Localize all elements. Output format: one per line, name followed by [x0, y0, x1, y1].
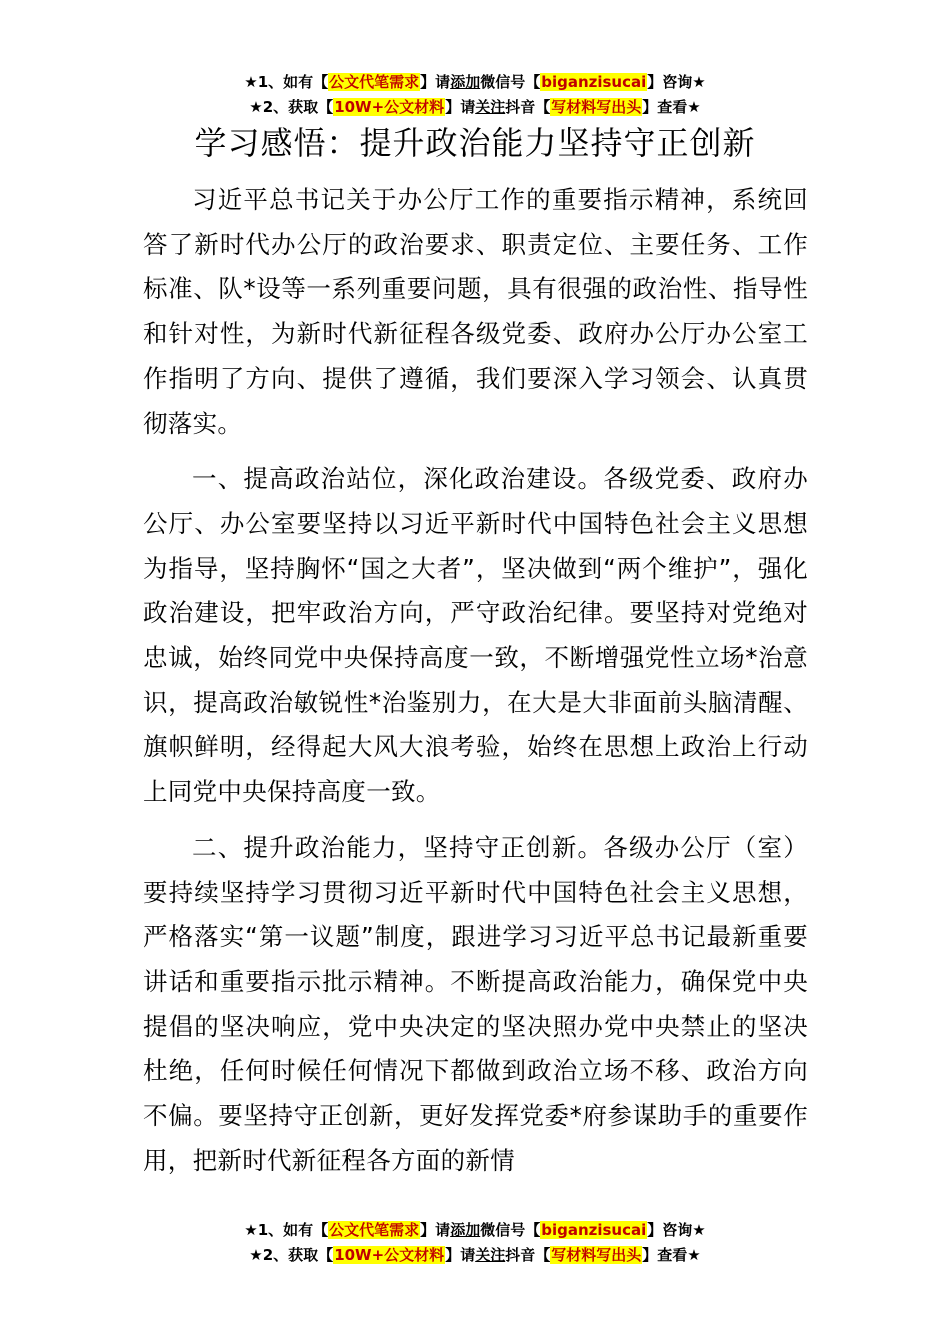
banner-line-1: ★1、如有【公文代笔需求】请添加微信号【biganzisucai】咨询★ [244, 73, 706, 91]
footer-banner [0, 1218, 950, 1268]
banner-highlight: 10W+公文材料 [334, 98, 445, 116]
banner-highlight: 公文代笔需求 [329, 1221, 420, 1239]
banner-douyin-id: 写材料写出头 [551, 1246, 642, 1264]
banner-line-2: ★2、获取【10W+公文材料】请关注抖音【写材料写出头】查看★ [249, 98, 701, 116]
banner-highlight: 公文代笔需求 [329, 73, 420, 91]
paragraph-section-1: 一、提高政治站位，深化政治建设。各级党委、政府办公厅、办公室要坚持以习近平新时代中国特色社会主义思想为指导，坚持胸怀“国之大者”，坚决做到“两个维护”，强化政治建设，把牢政治方向，严守政治纪律。要坚持对党绝对忠诚，始终同党中央保持高度一致，不断增强党性立场*治意识，提高政治敏锐性*治鉴别力，在大是大非面前头脑清醒、旗帜鲜明，经得起大风大浪考验，始终在思想上政治上行动上同党中央保持高度一致。 [143, 464, 808, 807]
banner-highlight: 10W+公文材料 [334, 1246, 445, 1264]
paragraph-section-2: 二、提升政治能力，坚持守正创新。各级办公厅（室）要持续坚持学习贯彻习近平新时代中国特色社会主义思想，严格落实“第一议题”制度，跟进学习习近平总书记最新重要讲话和重要指示批示精神。不断提高政治能力，确保党中央提倡的坚决响应，党中央决定的坚决照办党中央禁止的坚决杜绝，任何时候任何情况下都做到政治立场不移、政治方向不偏。要坚持守正创新，更好发挥党委*府参谋助手的重要作用，把新时代新征程各方面的新情 [143, 832, 808, 1175]
banner-douyin-id: 写材料写出头 [551, 98, 642, 116]
banner-line-2: ★2、获取【10W+公文材料】请关注抖音【写材料写出头】查看★ [249, 1246, 701, 1264]
banner-line-1: ★1、如有【公文代笔需求】请添加微信号【biganzisucai】咨询★ [244, 1221, 706, 1239]
document-body [143, 178, 808, 1194]
banner-wechat-id: biganzisucai [541, 73, 647, 91]
header-banner [0, 70, 950, 120]
paragraph-intro: 习近平总书记关于办公厅工作的重要指示精神，系统回答了新时代办公厅的政治要求、职责定位、主要任务、工作标准、队*设等一系列重要问题，具有很强的政治性、指导性和针对性，为新时代新征程各级党委、政府办公厅办公室工作指明了方向、提供了遵循，我们要深入学习领会、认真贯彻落实。 [143, 185, 808, 438]
document-title: 学习感悟：提升政治能力坚持守正创新 [194, 124, 756, 162]
banner-wechat-id: biganzisucai [541, 1221, 647, 1239]
